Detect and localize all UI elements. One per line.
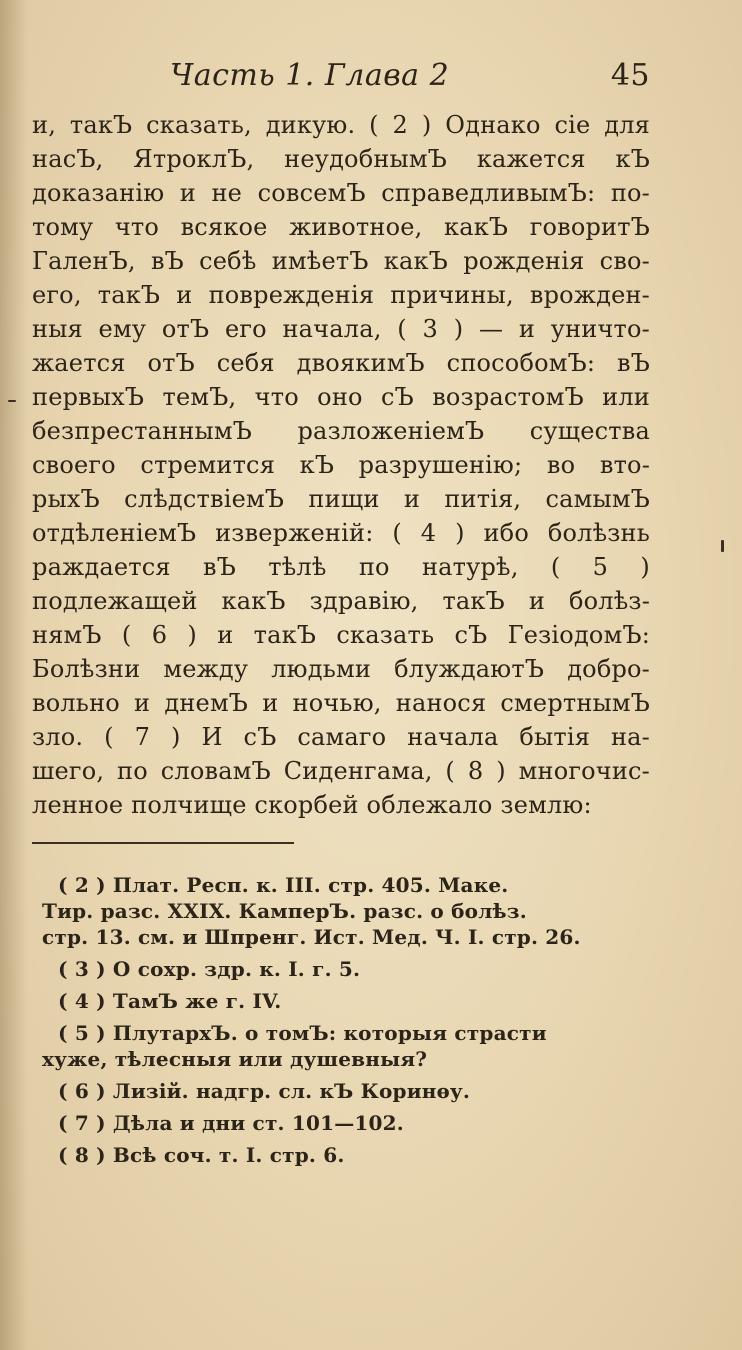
footnote-3	[58, 956, 652, 982]
text-line: рыхЪ слѣдствіемЪ пищи и питія, самымЪ	[32, 485, 650, 513]
margin-mark	[721, 540, 724, 552]
text-line: жается отЪ себя двоякимЪ способомЪ: вЪ	[32, 349, 650, 377]
text-line: Болѣзни между людьми блуждаютЪ добро-	[32, 655, 650, 683]
running-head-title: Часть 1. Глава 2	[170, 58, 450, 93]
footnote-line: Тир. разс. XXIX. КамперЪ. разс. о болѣз.	[42, 899, 527, 923]
text-line: безпрестаннымЪ разложеніемЪ существа	[32, 417, 650, 445]
main-text	[32, 108, 650, 822]
text-line: подлежащей какЪ здравію, такЪ и болѣз-	[32, 587, 650, 615]
text-line: ГаленЪ, вЪ себѣ имѣетЪ какЪ рожденія сво-	[32, 247, 650, 275]
footnote-line: ( 7 ) Дѣла и дни ст. 101—102.	[58, 1111, 404, 1135]
footnote-6	[58, 1078, 652, 1104]
text-line: нямЪ ( 6 ) и такЪ сказать сЪ ГезіодомЪ:	[32, 621, 650, 649]
text-line: доказанію и не совсемЪ справедливымЪ: по-	[32, 179, 650, 207]
text-line: отдѣленіемЪ изверженій: ( 4 ) ибо болѣзнь	[32, 519, 650, 547]
footnote-line: ( 2 ) Плат. Респ. к. III. стр. 405. Маке.	[58, 873, 509, 897]
text-line: насЪ, ЯтроклЪ, неудобнымЪ кажется кЪ	[32, 145, 650, 173]
footnotes	[42, 872, 652, 1168]
text-line: шего, по словамЪ Сиденгама, ( 8 ) многочис-	[32, 757, 650, 785]
text-line: раждается вЪ тѣлѣ по натурѣ, ( 5 )	[32, 553, 650, 581]
text-line: своего стремится кЪ разрушенію; во вто-	[32, 451, 650, 479]
text-line-last: ленное полчище скорбей облежало землю:	[32, 791, 592, 819]
text-line: его, такЪ и поврежденія причины, врожден-	[32, 281, 650, 309]
footnote-line: ( 8 ) Всѣ соч. т. I. стр. 6.	[58, 1143, 345, 1167]
footnote-line: ( 6 ) Лизій. надгр. сл. кЪ Коринѳу.	[58, 1079, 471, 1103]
text-line: ныя ему отЪ его начала, ( 3 ) — и уничто-	[32, 315, 650, 343]
page-edge-shadow	[0, 0, 28, 1350]
text-line: и, такЪ сказать, дикую. ( 2 ) Однако сіе для	[32, 111, 650, 139]
running-head	[170, 58, 650, 98]
footnote-line: ( 4 ) ТамЪ же г. IV.	[58, 989, 282, 1013]
footnote-2	[42, 872, 652, 950]
footnote-line: стр. 13. см. и Шпренг. Ист. Мед. Ч. I. стр. 26.	[42, 925, 581, 949]
footnote-line: ( 5 ) ПлутархЪ. о томЪ: которыя страсти	[58, 1021, 547, 1045]
footnote-7	[58, 1110, 652, 1136]
footnote-line: ( 3 ) О сохр. здр. к. I. г. 5.	[58, 957, 361, 981]
footnote-4	[58, 988, 652, 1014]
text-line: первыхЪ темЪ, что оно сЪ возрастомЪ или	[32, 383, 650, 411]
page-number: 45	[610, 58, 650, 93]
text-line: вольно и днемЪ и ночью, нанося смертнымЪ	[32, 689, 650, 717]
text-line: тому что всякое животное, какЪ говоритЪ	[32, 213, 650, 241]
margin-mark	[8, 400, 16, 402]
footnote-8	[58, 1142, 652, 1168]
text-line: зло. ( 7 ) И сЪ самаго начала бытія на-	[32, 723, 650, 751]
footnote-divider	[32, 842, 294, 844]
footnote-5	[42, 1020, 652, 1072]
footnote-line: хуже, тѣлесныя или душевныя?	[42, 1047, 428, 1071]
